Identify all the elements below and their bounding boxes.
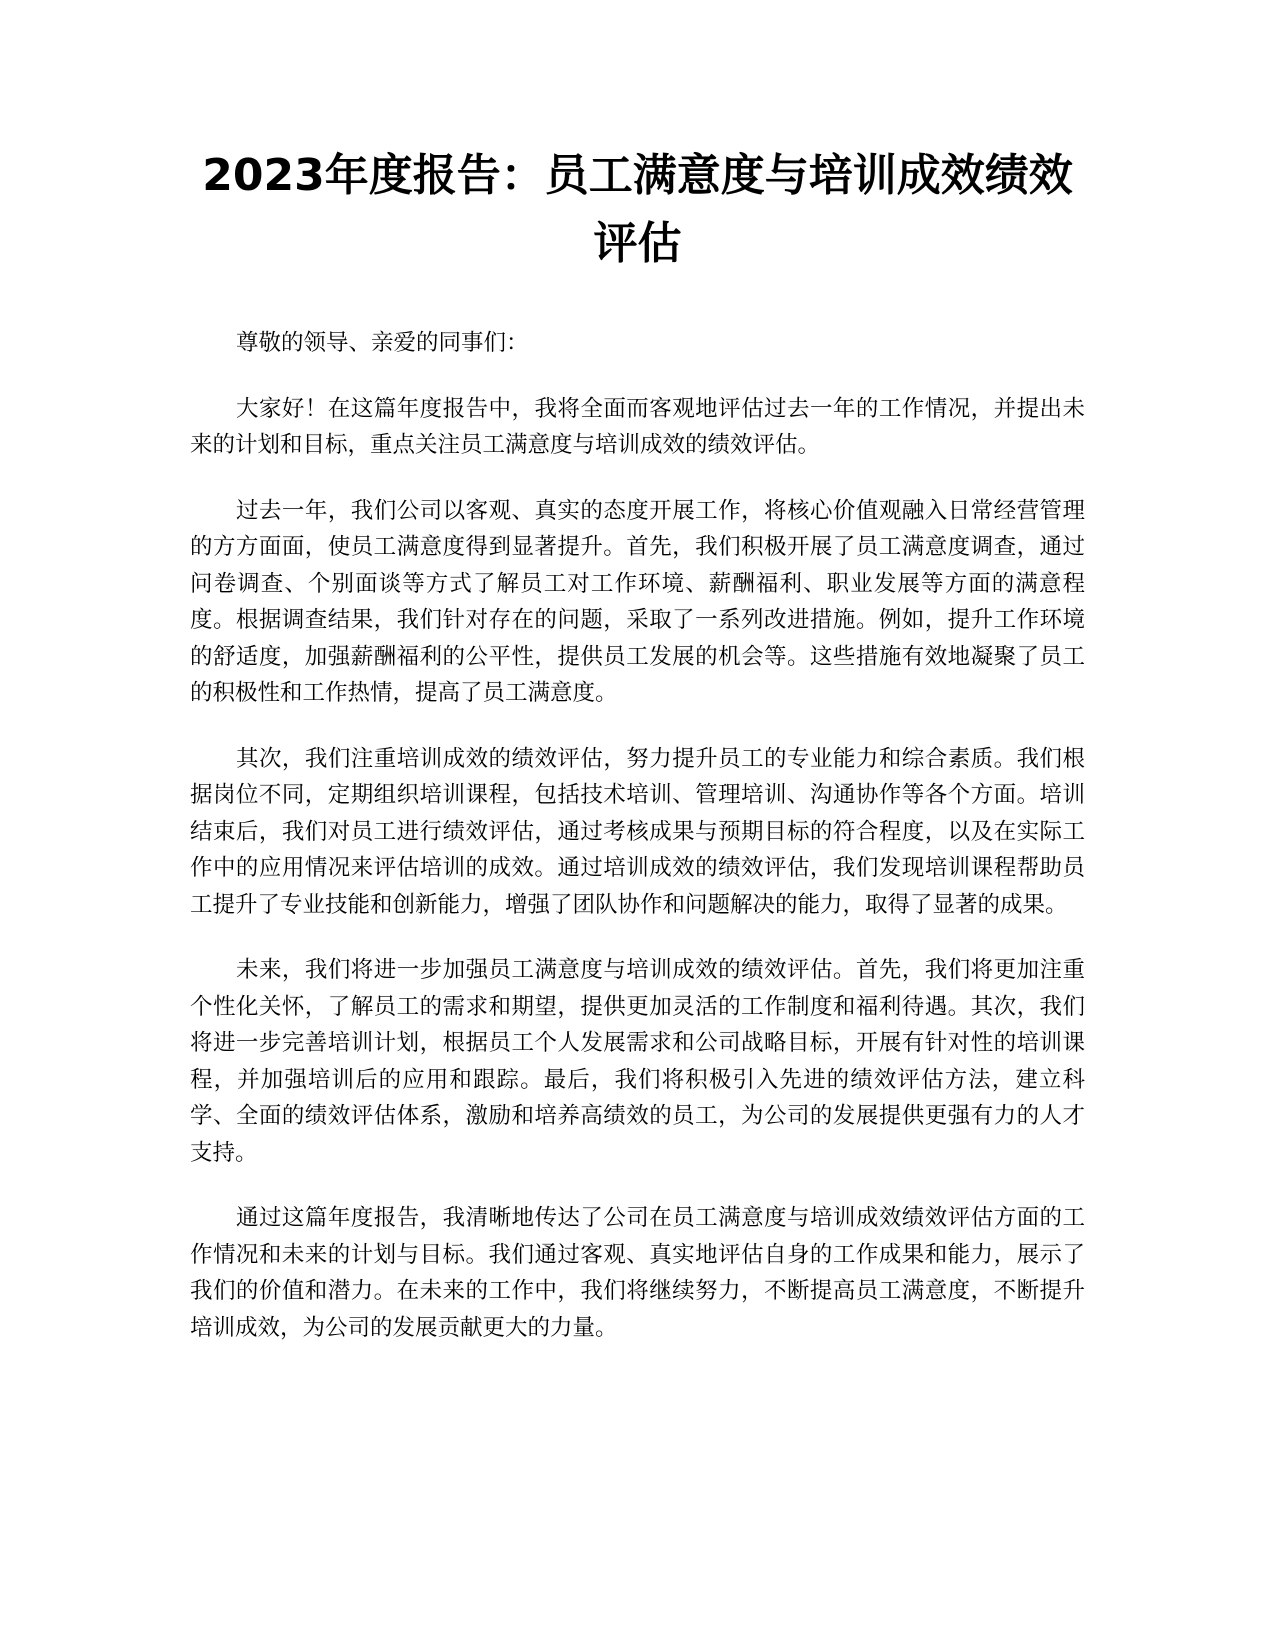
title-line-2: 评估: [593, 218, 682, 269]
paragraph-future: 未来，我们将进一步加强员工满意度与培训成效的绩效评估。首先，我们将更加注重个性化关怀，了解员工的需求和期望，提供更加灵活的工作制度和福利待遇。其次，我们将进一步完善培训计划，根据员工个人发展需求和公司战略目标，开展有针对性的培训课程，并加强培训后的应用和跟踪。最后，我们将积极引入先进的绩效评估方法，建立科学、全面的绩效评估体系，激励和培养高绩效的员工，为公司的发展提供更强有力的人才支持。: [190, 957, 1085, 1166]
document-title: [190, 142, 1085, 278]
title-line-1: 2023年度报告：员工满意度与培训成效绩效: [202, 150, 1073, 201]
paragraph-satisfaction: 过去一年，我们公司以客观、真实的态度开展工作，将核心价值观融入日常经营管理的方方面面，使员工满意度得到显著提升。首先，我们积极开展了员工满意度调查，通过问卷调查、个别面谈等方式了解员工对工作环境、薪酬福利、职业发展等方面的满意程度。根据调查结果，我们针对存在的问题，采取了一系列改进措施。例如，提升工作环境的舒适度，加强薪酬福利的公平性，提供员工发展的机会等。这些措施有效地凝聚了员工的积极性和工作热情，提高了员工满意度。: [190, 497, 1085, 706]
paragraph-training: 其次，我们注重培训成效的绩效评估，努力提升员工的专业能力和综合素质。我们根据岗位不同，定期组织培训课程，包括技术培训、管理培训、沟通协作等各个方面。培训结束后，我们对员工进行绩效评估，通过考核成果与预期目标的符合程度，以及在实际工作中的应用情况来评估培训的成效。通过培训成效的绩效评估，我们发现培训课程帮助员工提升了专业技能和创新能力，增强了团队协作和问题解决的能力，取得了显著的成果。: [190, 745, 1085, 918]
salutation: 尊敬的领导、亲爱的同事们：: [236, 330, 529, 356]
paragraph-conclusion: 通过这篇年度报告，我清晰地传达了公司在员工满意度与培训成效绩效评估方面的工作情况和未来的计划与目标。我们通过客观、真实地评估自身的工作成果和能力，展示了我们的价值和潜力。在未来的工作中，我们将继续努力，不断提高员工满意度，不断提升培训成效，为公司的发展贡献更大的力量。: [190, 1205, 1085, 1341]
paragraph-greeting: 大家好！在这篇年度报告中，我将全面而客观地评估过去一年的工作情况，并提出未来的计划和目标，重点关注员工满意度与培训成效的绩效评估。: [190, 395, 1085, 458]
